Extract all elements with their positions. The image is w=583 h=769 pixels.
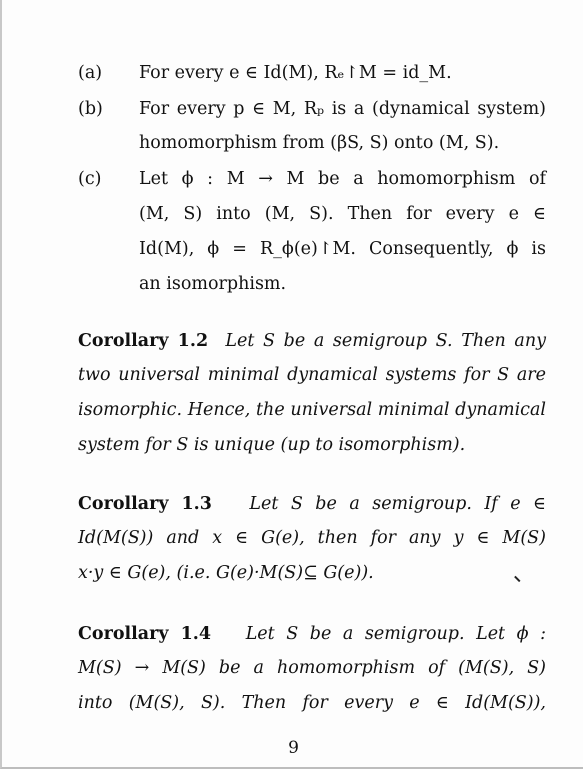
item-label-c: (c) bbox=[78, 169, 102, 189]
item-a-line-1: For every e ∈ Id(M), Rₑ↾M = id_M. bbox=[139, 63, 452, 83]
item-b-line-1: For every p ∈ M, Rₚ is a (dynamical system) bbox=[139, 99, 546, 119]
corollary-1-4-heading: Corollary 1.4 bbox=[78, 624, 212, 644]
corollary-1-3-line-1 bbox=[78, 493, 546, 515]
item-label-a: (a) bbox=[78, 63, 103, 83]
corollary-1-4-line-2: M(S) → M(S) be a homomorphism of (M(S), S) bbox=[78, 658, 546, 678]
corollary-1-2-line-4: system for S is unique (up to isomorphism). bbox=[78, 435, 466, 455]
corollary-1-2-line-3: isomorphic. Hence, the universal minimal dynamical bbox=[78, 400, 546, 420]
item-c-line-4: an isomorphism. bbox=[139, 274, 287, 294]
item-c-line-2: (M, S) into (M, S). Then for every e ∈ bbox=[139, 204, 546, 224]
corollary-1-2-line-1 bbox=[78, 330, 546, 352]
corollary-1-2-heading: Corollary 1.2 bbox=[78, 331, 209, 351]
corollary-1-4-line-3: into (M(S), S). Then for every e ∈ Id(M(S)), bbox=[78, 693, 546, 713]
corollary-1-4-text-1: Let S be a semigroup. Let ϕ : bbox=[245, 624, 546, 644]
corollary-1-3-heading: Corollary 1.3 bbox=[78, 494, 212, 514]
corollary-1-4-line-1 bbox=[78, 623, 546, 645]
corollary-1-2-line-2: two universal minimal dynamical systems for S are bbox=[78, 365, 546, 385]
page-number: 9 bbox=[288, 738, 299, 758]
item-label-b: (b) bbox=[78, 99, 103, 119]
item-b-line-2: homomorphism from (βS, S) onto (M, S). bbox=[139, 133, 500, 153]
corollary-1-3-line-2: Id(M(S)) and x ∈ G(e), then for any y ∈ M(S) bbox=[78, 528, 546, 548]
item-c-line-3: Id(M), ϕ = R_ϕ(e)↾M. Consequently, ϕ is bbox=[139, 239, 546, 259]
item-c-line-1: Let ϕ : M → M be a homomorphism of bbox=[139, 169, 546, 189]
corollary-1-3-text-1: Let S be a semigroup. If e ∈ bbox=[249, 494, 546, 514]
corollary-1-2-text-1: Let S be a semigroup S. Then any bbox=[225, 331, 546, 351]
corollary-1-3-line-3: x·y ∈ G(e), (i.e. G(e)·M(S)⊆ G(e)). bbox=[78, 563, 374, 583]
